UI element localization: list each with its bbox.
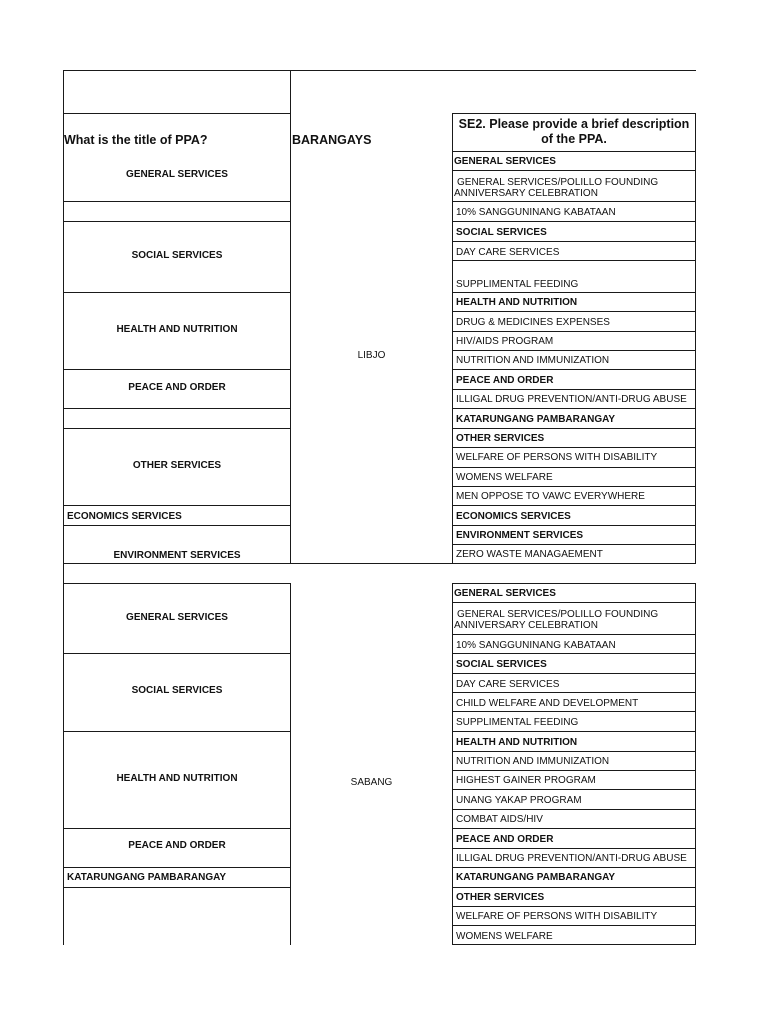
grid-line: [63, 828, 290, 829]
grid-line: [452, 809, 696, 810]
category-other-services: OTHER SERVICES: [132, 460, 222, 471]
grid-line: [452, 751, 696, 752]
list-item: ENVIRONMENT SERVICES: [456, 530, 584, 541]
grid-line: [452, 428, 696, 429]
grid-line: [452, 848, 696, 849]
grid-line: [63, 408, 290, 409]
category-health-nutrition: HEALTH AND NUTRITION: [116, 773, 238, 784]
grid-line: [695, 151, 696, 564]
grid-line: [452, 653, 696, 654]
list-item: NUTRITION AND IMMUNIZATION: [456, 355, 610, 366]
grid-line: [452, 241, 696, 242]
list-item: HIV/AIDS PROGRAM: [456, 336, 554, 347]
grid-line: [452, 770, 696, 771]
grid-line: [452, 151, 453, 564]
grid-line: [63, 731, 290, 732]
list-item: DRUG & MEDICINES EXPENSES: [456, 317, 610, 328]
list-item: SOCIAL SERVICES: [456, 659, 547, 670]
grid-line: [452, 467, 696, 468]
grid-line: [452, 525, 696, 526]
grid-line: [695, 113, 696, 151]
category-katarungang-pambarangay: KATARUNGANG PAMBARANGAY: [67, 872, 227, 883]
grid-line: [452, 260, 696, 261]
list-item: KATARUNGANG PAMBARANGAY: [456, 872, 616, 883]
grid-line: [452, 925, 696, 926]
category-social-services: SOCIAL SERVICES: [131, 685, 223, 696]
category-peace-order: PEACE AND ORDER: [128, 382, 226, 393]
grid-line: [63, 221, 290, 222]
grid-line: [452, 331, 696, 332]
list-item: WOMENS WELFARE: [456, 931, 553, 942]
list-item: ECONOMICS SERVICES: [456, 511, 571, 522]
grid-line: [452, 828, 696, 829]
list-item: HEALTH AND NUTRITION: [456, 737, 578, 748]
grid-line: [452, 544, 696, 545]
grid-line: [452, 906, 696, 907]
list-item: SOCIAL SERVICES: [456, 227, 547, 238]
grid-line: [63, 113, 290, 114]
grid-line: [63, 70, 696, 71]
grid-line: [63, 369, 290, 370]
grid-line: [63, 887, 290, 888]
grid-line: [63, 867, 290, 868]
list-item: CHILD WELFARE AND DEVELOPMENT: [456, 698, 639, 709]
grid-line: [452, 673, 696, 674]
category-environment-services: ENVIRONMENT SERVICES: [113, 550, 241, 561]
grid-line: [452, 602, 696, 603]
grid-line: [452, 634, 696, 635]
grid-line: [452, 170, 696, 171]
list-item: SUPPLIMENTAL FEEDING: [456, 279, 579, 290]
grid-line: [452, 486, 696, 487]
list-item: COMBAT AIDS/HIV: [456, 814, 543, 825]
grid-line: [63, 292, 290, 293]
list-item: ILLIGAL DRUG PREVENTION/ANTI-DRUG ABUSE: [456, 853, 687, 864]
grid-line: [63, 428, 290, 429]
header-barangays: BARANGAYS: [292, 133, 372, 147]
grid-line: [452, 201, 696, 202]
category-economics-services: ECONOMICS SERVICES: [67, 511, 182, 522]
grid-line: [452, 867, 696, 868]
grid-line: [695, 583, 696, 945]
list-item: NUTRITION AND IMMUNIZATION: [456, 756, 610, 767]
category-peace-order: PEACE AND ORDER: [128, 840, 226, 851]
grid-line: [452, 389, 696, 390]
grid-line: [452, 113, 696, 114]
grid-line: [452, 350, 696, 351]
list-item: PEACE AND ORDER: [456, 375, 554, 386]
grid-line: [452, 583, 696, 584]
category-general-services: GENERAL SERVICES: [126, 612, 228, 623]
grid-line: [452, 369, 696, 370]
grid-line: [63, 583, 290, 584]
list-item: HEALTH AND NUTRITION: [456, 297, 578, 308]
list-item: WELFARE OF PERSONS WITH DISABILITY: [456, 452, 658, 463]
list-item: GENERAL SERVICES/POLILLO FOUNDING ANNIVERSARY CELEBRATION: [454, 609, 659, 631]
grid-line: [452, 151, 696, 152]
list-item: KATARUNGANG PAMBARANGAY: [456, 414, 616, 425]
grid-line: [63, 653, 290, 654]
list-item: OTHER SERVICES: [456, 892, 545, 903]
list-item: ILLIGAL DRUG PREVENTION/ANTI-DRUG ABUSE: [456, 394, 687, 405]
grid-line: [452, 731, 696, 732]
grid-line: [63, 563, 696, 564]
barangay-libjo: LIBJO: [357, 350, 386, 361]
category-general-services: GENERAL SERVICES: [126, 169, 228, 180]
grid-line: [452, 711, 696, 712]
grid-line: [452, 789, 696, 790]
grid-line: [63, 525, 290, 526]
header-ppa-title: What is the title of PPA?: [64, 133, 208, 147]
list-item: PEACE AND ORDER: [456, 834, 554, 845]
grid-line: [452, 408, 696, 409]
grid-line: [452, 292, 696, 293]
list-item: 10% SANGGUNINANG KABATAAN: [456, 640, 616, 651]
list-item: WOMENS WELFARE: [456, 472, 553, 483]
list-item: WELFARE OF PERSONS WITH DISABILITY: [456, 911, 658, 922]
grid-line: [452, 583, 453, 945]
grid-line: [452, 311, 696, 312]
list-item: 10% SANGGUNINANG KABATAAN: [456, 207, 616, 218]
list-item: DAY CARE SERVICES: [456, 247, 560, 258]
header-description: SE2. Please provide a brief description of the PPA.: [458, 117, 690, 146]
list-item: ZERO WASTE MANAGAEMENT: [456, 549, 603, 560]
list-item: UNANG YAKAP PROGRAM: [456, 795, 582, 806]
list-item: GENERAL SERVICES: [454, 588, 556, 599]
list-item: GENERAL SERVICES/POLILLO FOUNDING ANNIVERSARY CELEBRATION: [454, 177, 659, 199]
category-social-services: SOCIAL SERVICES: [131, 250, 223, 261]
list-item: DAY CARE SERVICES: [456, 679, 560, 690]
grid-line: [63, 201, 290, 202]
grid-line: [290, 583, 291, 945]
grid-line: [452, 447, 696, 448]
grid-line: [452, 221, 696, 222]
list-item: GENERAL SERVICES: [454, 156, 556, 167]
barangay-sabang: SABANG: [350, 777, 393, 788]
list-item: SUPPLIMENTAL FEEDING: [456, 717, 579, 728]
list-item: HIGHEST GAINER PROGRAM: [456, 775, 596, 786]
grid-line: [452, 887, 696, 888]
list-item: MEN OPPOSE TO VAWC EVERYWHERE: [456, 491, 645, 502]
grid-line: [63, 505, 290, 506]
grid-line: [452, 944, 696, 945]
grid-line: [290, 70, 291, 564]
list-item: OTHER SERVICES: [456, 433, 545, 444]
category-health-nutrition: HEALTH AND NUTRITION: [116, 324, 238, 335]
grid-line: [452, 692, 696, 693]
grid-line: [452, 505, 696, 506]
